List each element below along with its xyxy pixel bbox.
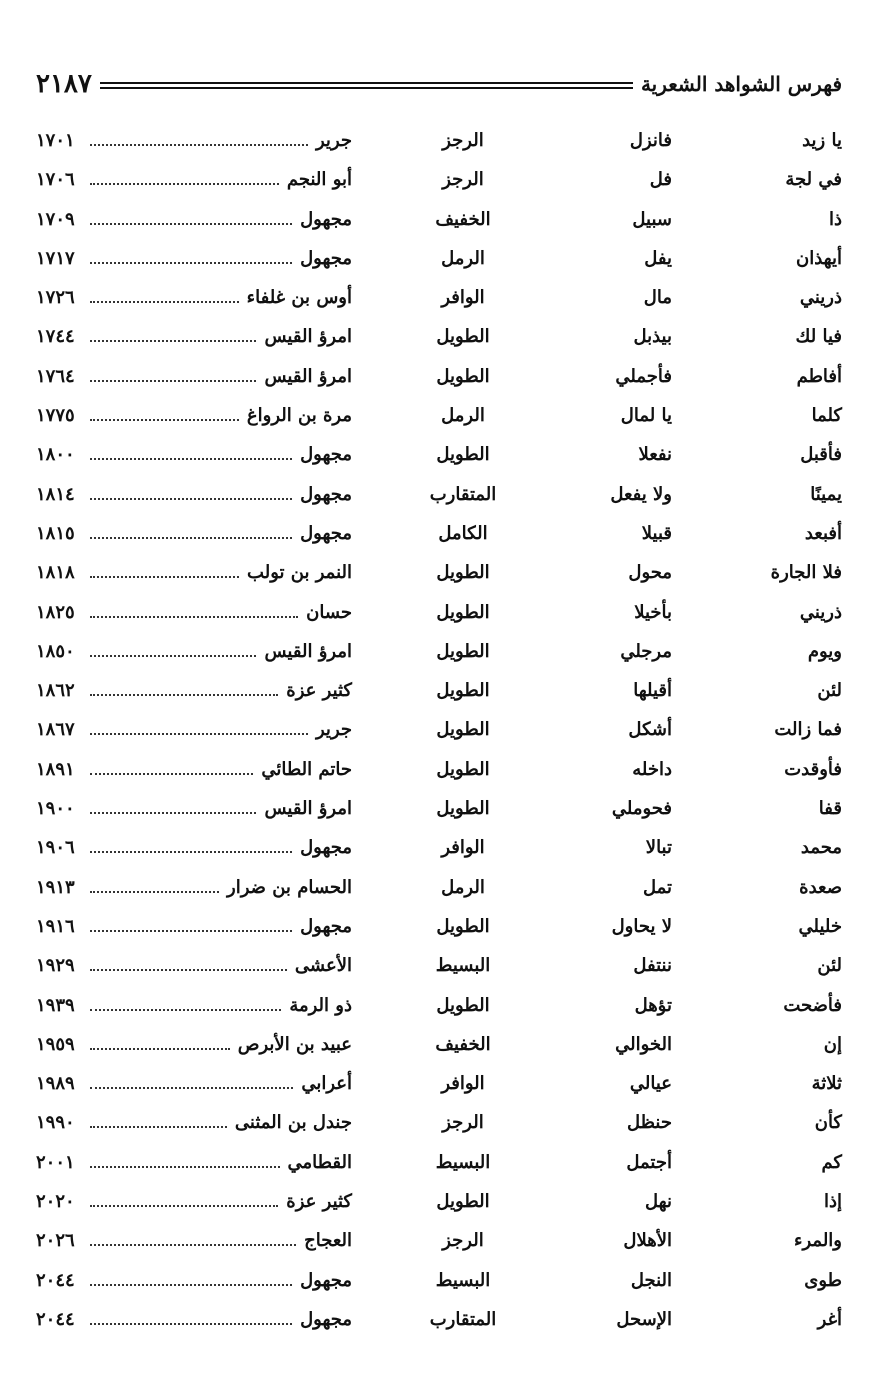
verse-rhyme: أشكل xyxy=(628,719,672,741)
verse-meter: البسيط xyxy=(435,1151,491,1173)
verse-meter: الطويل xyxy=(436,915,490,937)
reference-page: ١٨٦٢ xyxy=(36,680,75,702)
verse-meter: الرجز xyxy=(442,130,484,151)
poet-entry xyxy=(36,759,352,780)
poet-entry xyxy=(36,1152,352,1173)
verse-rhyme: تمل xyxy=(642,876,672,898)
verse-start: لئن xyxy=(817,680,842,702)
index-row xyxy=(36,240,842,279)
reference-page: ٢٠٢٠ xyxy=(36,1191,75,1213)
verse-start: فيا لك xyxy=(795,326,842,348)
poet-name: جندل بن المثنى xyxy=(234,1112,352,1134)
index-row xyxy=(36,751,842,790)
dot-leader xyxy=(90,368,256,382)
poet-entry xyxy=(36,955,352,976)
poet-name: مرة بن الرواغ xyxy=(246,405,352,427)
dot-leader xyxy=(90,1272,292,1286)
dot-leader xyxy=(90,957,287,971)
verse-meter: الطويل xyxy=(436,444,490,466)
verse-start: فأوقدت xyxy=(784,758,842,780)
reference-page: ١٨٢٥ xyxy=(36,601,75,623)
poet-entry xyxy=(36,484,352,505)
verse-rhyme: نهل xyxy=(645,1191,672,1213)
reference-page: ١٩١٣ xyxy=(36,876,75,898)
verse-rhyme: محول xyxy=(628,562,672,584)
poet-entry xyxy=(36,602,352,623)
reference-page: ١٨٩١ xyxy=(36,758,75,780)
poet-name: مجهول xyxy=(300,915,352,937)
poet-name: أعرابي xyxy=(301,1073,352,1095)
verse-meter: الرمل xyxy=(441,876,485,898)
page-header xyxy=(36,66,842,102)
poet-entry xyxy=(36,798,352,819)
dot-leader xyxy=(90,1114,227,1128)
verse-rhyme: الخوالي xyxy=(615,1033,672,1055)
reference-page: ١٩٢٩ xyxy=(36,955,75,977)
poet-entry xyxy=(36,719,352,740)
verse-start: فما زالت xyxy=(774,719,842,741)
verse-start: إذا xyxy=(823,1191,842,1213)
reference-page: ١٨١٥ xyxy=(36,522,75,544)
poet-name: العجاج xyxy=(304,1230,352,1252)
poet-entry xyxy=(36,995,352,1016)
verse-start: قفا xyxy=(818,798,842,820)
poet-entry xyxy=(36,1309,352,1330)
poet-name: جرير xyxy=(316,130,352,151)
index-row xyxy=(36,711,842,750)
index-row xyxy=(36,201,842,240)
dot-leader xyxy=(90,446,292,460)
poet-name: ذو الرمة xyxy=(289,994,352,1016)
index-row xyxy=(36,1104,842,1143)
poet-entry xyxy=(36,1073,352,1094)
index-row xyxy=(36,1144,842,1183)
verse-start: كأن xyxy=(814,1112,842,1134)
dot-leader xyxy=(90,1193,278,1207)
reference-page: ١٩٥٩ xyxy=(36,1033,75,1055)
poet-name: أوس بن غلفاء xyxy=(246,287,352,309)
reference-page: ١٧٦٤ xyxy=(36,365,75,387)
verse-meter: الرجز xyxy=(442,1112,484,1134)
reference-page: ١٩١٦ xyxy=(36,915,75,937)
verse-meter: الطويل xyxy=(436,758,490,780)
poet-name: حسان xyxy=(306,601,352,623)
verse-rhyme: فانزل xyxy=(629,130,672,151)
index-title: فهرس الشواهد الشعرية xyxy=(640,72,842,96)
poet-name: امرؤ القيس xyxy=(264,326,352,348)
verse-meter: الرجز xyxy=(442,169,484,191)
index-row xyxy=(36,279,842,318)
poet-name: النمر بن تولب xyxy=(247,562,352,584)
poet-entry xyxy=(36,405,352,426)
index-row xyxy=(36,672,842,711)
poet-entry xyxy=(36,1191,352,1212)
dot-leader xyxy=(90,564,239,578)
dot-leader xyxy=(90,1311,292,1325)
dot-leader xyxy=(90,1232,296,1246)
poet-name: مجهول xyxy=(300,208,352,230)
dot-leader xyxy=(90,250,292,264)
reference-page: ١٧٢٦ xyxy=(36,287,75,309)
poet-name: مجهول xyxy=(300,1269,352,1291)
reference-page: ١٩٠٦ xyxy=(36,837,75,859)
index-row xyxy=(36,397,842,436)
poet-entry xyxy=(36,1270,352,1291)
dot-leader xyxy=(90,211,292,225)
verse-rhyme: ننتفل xyxy=(633,955,672,977)
reference-page: ١٧٤٤ xyxy=(36,326,75,348)
verse-start: فلا الجارة xyxy=(770,562,842,584)
poet-entry xyxy=(36,366,352,387)
reference-page: ١٨٥٠ xyxy=(36,640,75,662)
verse-rhyme: تبالا xyxy=(645,837,672,859)
dot-leader xyxy=(90,486,292,500)
verse-meter: الرمل xyxy=(441,405,485,427)
verse-start: فأقبل xyxy=(800,444,842,466)
verse-start: خليلي xyxy=(798,915,842,937)
poet-name: عبيد بن الأبرص xyxy=(237,1033,352,1055)
verse-meter: البسيط xyxy=(435,1269,491,1291)
verse-start: أغر xyxy=(817,1308,842,1330)
verse-rhyme: نفعلا xyxy=(638,444,672,466)
index-row xyxy=(36,1183,842,1222)
reference-page: ١٧٠١ xyxy=(36,130,75,151)
reference-page: ١٩٩٠ xyxy=(36,1112,75,1134)
poet-name: مجهول xyxy=(300,444,352,466)
poet-entry xyxy=(36,130,352,151)
index-row xyxy=(36,1222,842,1261)
dot-leader xyxy=(90,171,279,185)
poet-name: حاتم الطائي xyxy=(261,758,352,780)
verse-meter: الرمل xyxy=(441,247,485,269)
verse-start: والمرء xyxy=(794,1230,842,1252)
verse-start: ثلاثة xyxy=(811,1073,842,1095)
verse-rhyme: بأخيلا xyxy=(634,601,672,623)
poet-name: مجهول xyxy=(300,483,352,505)
dot-leader xyxy=(90,800,256,814)
verse-meter: الخفيف xyxy=(435,208,491,230)
reference-page: ١٧٧٥ xyxy=(36,405,75,427)
reference-page: ٢٠٢٦ xyxy=(36,1230,75,1252)
poet-name: كثير عزة xyxy=(286,680,352,702)
verse-meter: الرجز xyxy=(442,1230,484,1252)
index-row xyxy=(36,1026,842,1065)
verse-start: محمد xyxy=(800,837,842,859)
verse-meter: الطويل xyxy=(436,1191,490,1213)
poet-entry xyxy=(36,562,352,583)
verse-start: ذريني xyxy=(799,287,842,309)
verse-rhyme: داخله xyxy=(632,758,672,780)
verse-start: ويوم xyxy=(807,640,842,662)
verse-rhyme: مال xyxy=(643,287,672,309)
verse-rhyme: مرجلي xyxy=(620,640,672,662)
verse-start: ذا xyxy=(828,208,842,230)
verse-start: أيهذان xyxy=(796,247,842,269)
verse-meter: الطويل xyxy=(436,798,490,820)
dot-leader xyxy=(90,1154,280,1168)
reference-page: ١٩٨٩ xyxy=(36,1073,75,1095)
verse-rhyme: فل xyxy=(649,169,672,191)
verse-start: ذريني xyxy=(799,601,842,623)
dot-leader xyxy=(90,761,253,775)
verse-rhyme: عيالي xyxy=(629,1073,672,1095)
verse-meter: الطويل xyxy=(436,562,490,584)
index-row xyxy=(36,908,842,947)
poet-entry xyxy=(36,1230,352,1251)
dot-leader xyxy=(90,1036,230,1050)
poet-name: مجهول xyxy=(300,837,352,859)
index-row xyxy=(36,476,842,515)
dot-leader xyxy=(90,879,219,893)
verse-meter: الطويل xyxy=(436,994,490,1016)
poet-entry xyxy=(36,248,352,269)
verse-start: كم xyxy=(821,1151,842,1173)
verse-meter: الطويل xyxy=(436,601,490,623)
reference-page: ٢٠٤٤ xyxy=(36,1308,75,1330)
verse-start: صعدة xyxy=(799,876,842,898)
index-row xyxy=(36,161,842,200)
index-row xyxy=(36,1065,842,1104)
index-row xyxy=(36,436,842,475)
poet-name: مجهول xyxy=(300,1308,352,1330)
page-number: ٢١٨٧ xyxy=(36,69,92,99)
poet-name: امرؤ القيس xyxy=(264,365,352,387)
verse-rhyme: فحوملي xyxy=(611,798,672,820)
index-row xyxy=(36,318,842,357)
reference-page: ١٩٣٩ xyxy=(36,994,75,1016)
poet-name: جرير xyxy=(316,719,352,741)
verse-rhyme: سبيل xyxy=(632,208,672,230)
reference-page: ١٩٠٠ xyxy=(36,798,75,820)
verse-start: يا زيد xyxy=(802,130,842,151)
dot-leader xyxy=(90,721,308,735)
poet-name: كثير عزة xyxy=(286,1191,352,1213)
reference-page: ٢٠٤٤ xyxy=(36,1269,75,1291)
poet-entry xyxy=(36,209,352,230)
verse-start: يمينًا xyxy=(810,483,842,505)
verse-rhyme: قبيلا xyxy=(641,522,672,544)
verse-meter: المتقارب xyxy=(429,1308,497,1330)
poet-name: امرؤ القيس xyxy=(264,798,352,820)
index-row xyxy=(36,515,842,554)
index-row xyxy=(36,594,842,633)
index-row xyxy=(36,947,842,986)
reference-page: ١٧٠٩ xyxy=(36,208,75,230)
index-row xyxy=(36,633,842,672)
index-row xyxy=(36,122,842,161)
reference-page: ١٨٠٠ xyxy=(36,444,75,466)
reference-page: ٢٠٠١ xyxy=(36,1151,75,1173)
dot-leader xyxy=(90,525,292,539)
poet-entry xyxy=(36,877,352,898)
poet-name: مجهول xyxy=(300,247,352,269)
verse-rhyme: ولا يفعل xyxy=(610,483,672,505)
verse-rhyme: الإسحل xyxy=(616,1308,672,1330)
dot-leader xyxy=(90,328,256,342)
poet-name: القطامي xyxy=(287,1151,352,1173)
verse-start: أفبعد xyxy=(804,522,842,544)
index-row xyxy=(36,1262,842,1301)
verse-meter: الطويل xyxy=(436,640,490,662)
reference-page: ١٧١٧ xyxy=(36,247,75,269)
poet-entry xyxy=(36,326,352,347)
poet-entry xyxy=(36,287,352,308)
poet-entry xyxy=(36,444,352,465)
verse-meter: الوافر xyxy=(441,837,485,859)
verse-meter: الطويل xyxy=(436,680,490,702)
poet-name: امرؤ القيس xyxy=(264,640,352,662)
reference-page: ١٧٠٦ xyxy=(36,169,75,191)
poet-name: الأعشى xyxy=(294,955,352,977)
poet-entry xyxy=(36,1112,352,1133)
poet-name: الحسام بن ضرار xyxy=(227,876,352,898)
verse-rhyme: حنظل xyxy=(627,1112,672,1134)
reference-page: ١٨٦٧ xyxy=(36,719,75,741)
index-row xyxy=(36,554,842,593)
poet-entry xyxy=(36,1034,352,1055)
verse-meter: البسيط xyxy=(435,955,491,977)
dot-leader xyxy=(90,997,281,1011)
verse-start: فأضحت xyxy=(783,994,842,1016)
verse-start: في لجة xyxy=(785,169,842,191)
dot-leader xyxy=(90,682,278,696)
dot-leader xyxy=(90,289,239,303)
index-row xyxy=(36,987,842,1026)
reference-page: ١٨١٨ xyxy=(36,562,75,584)
verse-rhyme: النجل xyxy=(630,1269,672,1291)
verse-rhyme: أقيلها xyxy=(633,680,672,702)
poet-entry xyxy=(36,837,352,858)
index-row xyxy=(36,358,842,397)
verse-meter: الوافر xyxy=(441,287,485,309)
verse-rhyme: الأهلال xyxy=(623,1230,672,1252)
verse-meter: الطويل xyxy=(436,719,490,741)
verse-meter: الكامل xyxy=(438,522,488,544)
verse-rhyme: يفل xyxy=(644,247,672,269)
verse-start: كلما xyxy=(811,405,842,427)
dot-leader xyxy=(90,604,298,618)
verse-meter: المتقارب xyxy=(429,483,497,505)
header-rule xyxy=(100,82,633,89)
dot-leader xyxy=(90,643,256,657)
verse-index-list xyxy=(36,122,842,1340)
poet-entry xyxy=(36,641,352,662)
dot-leader xyxy=(90,839,292,853)
reference-page: ١٨١٤ xyxy=(36,483,75,505)
poet-name: أبو النجم xyxy=(286,169,352,191)
verse-start: طوى xyxy=(804,1269,842,1291)
verse-rhyme: تؤهل xyxy=(634,994,672,1016)
verse-rhyme: يا لمال xyxy=(620,405,672,427)
poet-entry xyxy=(36,916,352,937)
verse-rhyme: بيذبل xyxy=(633,326,672,348)
dot-leader xyxy=(90,1075,293,1089)
verse-rhyme: فأجملي xyxy=(615,365,672,387)
dot-leader xyxy=(90,407,239,421)
verse-meter: الخفيف xyxy=(435,1033,491,1055)
index-row xyxy=(36,829,842,868)
verse-meter: الوافر xyxy=(441,1073,485,1095)
poet-entry xyxy=(36,523,352,544)
verse-rhyme: أجتمل xyxy=(626,1151,672,1173)
index-row xyxy=(36,790,842,829)
verse-start: أفاطم xyxy=(796,365,842,387)
poet-name: مجهول xyxy=(300,522,352,544)
poet-entry xyxy=(36,169,352,190)
poet-entry xyxy=(36,680,352,701)
verse-meter: الطويل xyxy=(436,365,490,387)
dot-leader xyxy=(90,132,308,146)
verse-start: إن xyxy=(823,1033,842,1055)
index-row xyxy=(36,869,842,908)
dot-leader xyxy=(90,918,292,932)
verse-rhyme: لا يحاول xyxy=(611,915,672,937)
index-row xyxy=(36,1301,842,1340)
verse-meter: الطويل xyxy=(436,326,490,348)
verse-start: لئن xyxy=(817,955,842,977)
